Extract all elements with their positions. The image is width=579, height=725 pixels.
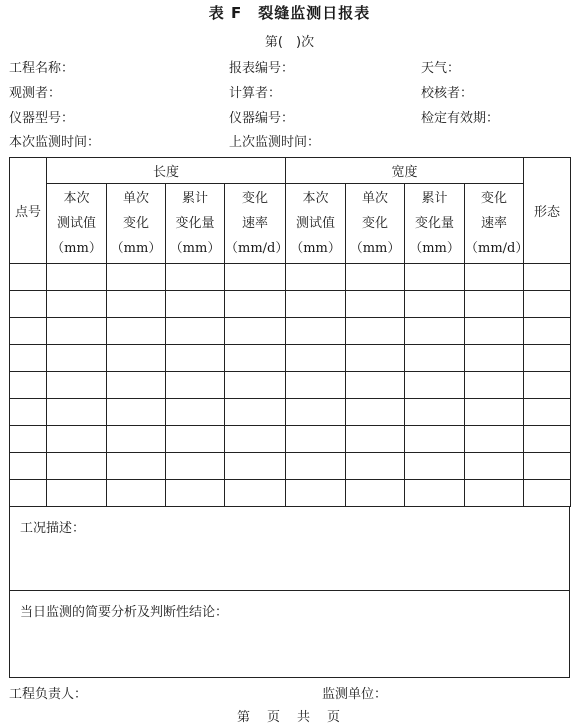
calibration-validity-label: 检定有效期：: [421, 111, 500, 126]
value-cell[interactable]: [47, 318, 107, 345]
form-cell[interactable]: [524, 372, 571, 399]
calculator-label: 计算者：: [229, 86, 282, 101]
value-cell[interactable]: [166, 426, 225, 453]
value-cell[interactable]: [465, 345, 524, 372]
monitoring-unit-label: 监测单位：: [322, 687, 388, 702]
previous-monitoring-time-label: 上次监测时间：: [229, 135, 321, 150]
value-cell[interactable]: [346, 291, 405, 318]
value-cell[interactable]: [405, 291, 465, 318]
value-cell[interactable]: [107, 426, 166, 453]
form-cell[interactable]: [524, 453, 571, 480]
report-title: 表 F 裂缝监测日报表: [208, 4, 371, 22]
width-group-header: 宽度: [286, 158, 524, 184]
value-cell[interactable]: [405, 372, 465, 399]
value-cell[interactable]: [405, 399, 465, 426]
value-cell[interactable]: [405, 264, 465, 291]
point-number-cell[interactable]: [10, 291, 47, 318]
width-current-value-header: 本次 测试值 （mm）: [286, 184, 346, 264]
length-change-rate-header: 变化 速率 （mm/d）: [225, 184, 286, 264]
value-cell[interactable]: [346, 318, 405, 345]
current-monitoring-time-label: 本次监测时间：: [9, 135, 101, 150]
value-cell[interactable]: [225, 345, 286, 372]
length-cumulative-change-header: 累计 变化量 （mm）: [166, 184, 225, 264]
value-cell[interactable]: [166, 345, 225, 372]
point-number-cell[interactable]: [10, 372, 47, 399]
observer-label: 观测者：: [9, 86, 62, 101]
table-row: [10, 318, 571, 345]
table-row: [10, 372, 571, 399]
project-name-label: 工程名称：: [9, 61, 75, 76]
value-cell[interactable]: [225, 480, 286, 507]
value-cell[interactable]: [107, 399, 166, 426]
value-cell[interactable]: [47, 480, 107, 507]
point-number-cell[interactable]: [10, 480, 47, 507]
width-change-rate-header: 变化 速率 （mm/d）: [465, 184, 524, 264]
checker-label: 校核者：: [421, 86, 474, 101]
value-cell[interactable]: [107, 480, 166, 507]
value-cell[interactable]: [465, 426, 524, 453]
value-cell[interactable]: [286, 318, 346, 345]
value-cell[interactable]: [286, 453, 346, 480]
value-cell[interactable]: [465, 264, 524, 291]
value-cell[interactable]: [346, 345, 405, 372]
value-cell[interactable]: [405, 453, 465, 480]
value-cell[interactable]: [225, 372, 286, 399]
form-cell[interactable]: [524, 480, 571, 507]
value-cell[interactable]: [465, 399, 524, 426]
value-cell[interactable]: [47, 372, 107, 399]
value-cell[interactable]: [405, 318, 465, 345]
value-cell[interactable]: [225, 453, 286, 480]
table-row: [10, 399, 571, 426]
value-cell[interactable]: [286, 345, 346, 372]
value-cell[interactable]: [346, 264, 405, 291]
value-cell[interactable]: [166, 372, 225, 399]
value-cell[interactable]: [286, 426, 346, 453]
conclusion-section: [9, 590, 570, 678]
value-cell[interactable]: [166, 453, 225, 480]
length-group-header: 长度: [47, 158, 286, 184]
value-cell[interactable]: [107, 318, 166, 345]
value-cell[interactable]: [225, 399, 286, 426]
length-current-value-header: 本次 测试值 （mm）: [47, 184, 107, 264]
crack-monitoring-table: [9, 157, 571, 507]
form-cell[interactable]: [524, 399, 571, 426]
length-single-change-header: 单次 变化 （mm）: [107, 184, 166, 264]
point-number-cell[interactable]: [10, 453, 47, 480]
value-cell[interactable]: [107, 372, 166, 399]
instrument-number-label: 仪器编号：: [229, 111, 295, 126]
table-row: [10, 453, 571, 480]
instrument-model-label: 仪器型号：: [9, 111, 75, 126]
form-cell[interactable]: [524, 426, 571, 453]
value-cell[interactable]: [166, 264, 225, 291]
value-cell[interactable]: [166, 291, 225, 318]
point-number-cell[interactable]: [10, 318, 47, 345]
value-cell[interactable]: [465, 372, 524, 399]
table-row: [10, 345, 571, 372]
value-cell[interactable]: [286, 291, 346, 318]
value-cell[interactable]: [465, 480, 524, 507]
weather-label: 天气：: [421, 61, 461, 76]
table-row: [10, 480, 571, 507]
value-cell[interactable]: [465, 291, 524, 318]
value-cell[interactable]: [166, 399, 225, 426]
value-cell[interactable]: [107, 345, 166, 372]
value-cell[interactable]: [225, 426, 286, 453]
value-cell[interactable]: [107, 453, 166, 480]
value-cell[interactable]: [286, 399, 346, 426]
width-cumulative-change-header: 累计 变化量 （mm）: [405, 184, 465, 264]
value-cell[interactable]: [166, 318, 225, 345]
form-cell[interactable]: [524, 318, 571, 345]
point-number-cell[interactable]: [10, 399, 47, 426]
value-cell[interactable]: [286, 480, 346, 507]
point-number-cell[interactable]: [10, 426, 47, 453]
report-number-label: 报表编号：: [229, 61, 295, 76]
value-cell[interactable]: [346, 453, 405, 480]
sequence-label: 第( )次: [264, 35, 315, 50]
value-cell[interactable]: [225, 264, 286, 291]
value-cell[interactable]: [47, 345, 107, 372]
value-cell[interactable]: [107, 264, 166, 291]
value-cell[interactable]: [405, 426, 465, 453]
value-cell[interactable]: [47, 264, 107, 291]
value-cell[interactable]: [47, 426, 107, 453]
value-cell[interactable]: [405, 345, 465, 372]
form-cell[interactable]: [524, 291, 571, 318]
value-cell[interactable]: [346, 480, 405, 507]
value-cell[interactable]: [465, 318, 524, 345]
table-row: [10, 291, 571, 318]
form-cell[interactable]: [524, 345, 571, 372]
value-cell[interactable]: [286, 372, 346, 399]
value-cell[interactable]: [286, 264, 346, 291]
form-cell[interactable]: [524, 264, 571, 291]
value-cell[interactable]: [465, 453, 524, 480]
value-cell[interactable]: [346, 399, 405, 426]
table-row: [10, 264, 571, 291]
conclusion-label: 当日监测的简要分析及判断性结论：: [20, 605, 229, 620]
value-cell[interactable]: [346, 372, 405, 399]
value-cell[interactable]: [346, 426, 405, 453]
table-row: [10, 426, 571, 453]
work-condition-section: [9, 507, 570, 591]
point-number-cell[interactable]: [10, 264, 47, 291]
value-cell[interactable]: [166, 480, 225, 507]
value-cell[interactable]: [405, 480, 465, 507]
work-condition-label: 工况描述：: [20, 521, 86, 536]
value-cell[interactable]: [47, 453, 107, 480]
point-number-header: 点号: [10, 158, 47, 264]
value-cell[interactable]: [225, 318, 286, 345]
project-lead-label: 工程负责人：: [9, 687, 88, 702]
value-cell[interactable]: [225, 291, 286, 318]
value-cell[interactable]: [47, 291, 107, 318]
value-cell[interactable]: [47, 399, 107, 426]
page-counter: 第 页 共 页: [236, 710, 342, 725]
form-header: 形态: [524, 158, 571, 264]
value-cell[interactable]: [107, 291, 166, 318]
point-number-cell[interactable]: [10, 345, 47, 372]
width-single-change-header: 单次 变化 （mm）: [346, 184, 405, 264]
